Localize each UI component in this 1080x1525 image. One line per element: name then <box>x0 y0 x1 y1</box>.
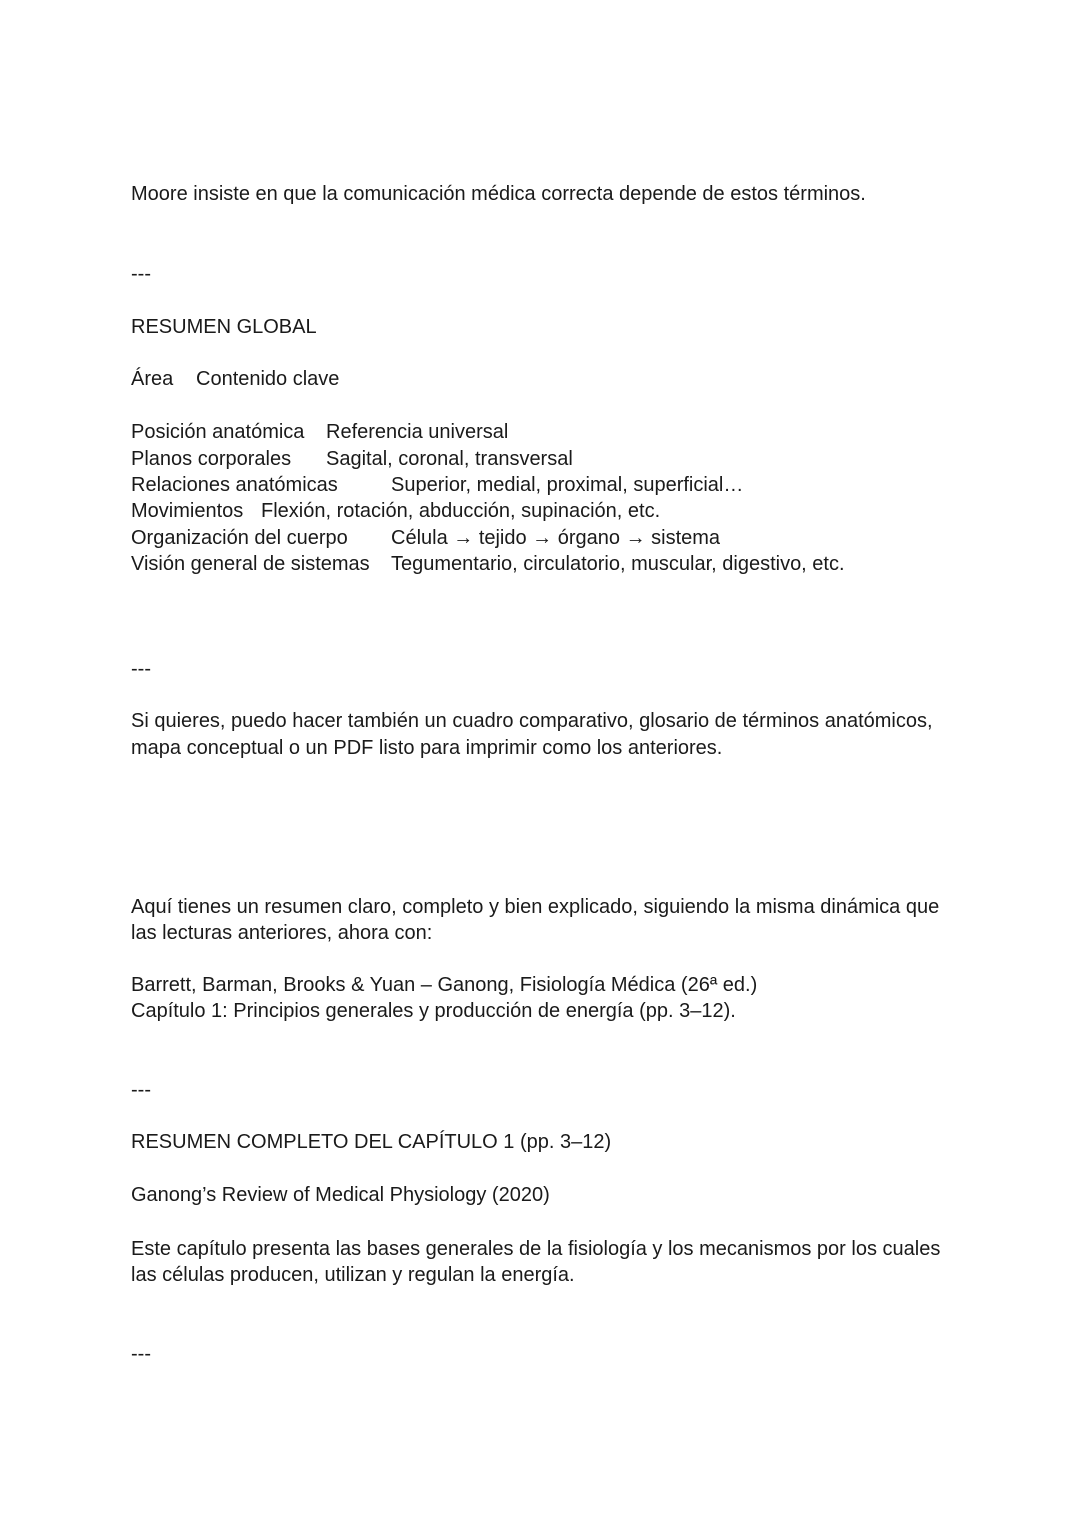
table-header-content: Contenido clave <box>196 368 340 390</box>
table-header-area: Área <box>131 368 174 390</box>
table-row-area: Movimientos <box>131 500 244 522</box>
table-row-area: Visión general de sistemas <box>131 553 370 575</box>
separator: --- <box>131 1079 151 1101</box>
next-intro-line: Aquí tienes un resumen claro, completo y bien explicado, siguiendo la misma dinámica que <box>131 896 940 918</box>
separator: --- <box>131 658 151 680</box>
intro-paragraph: Moore insiste en que la comunicación médica correcta depende de estos términos. <box>131 183 866 205</box>
table-row-area: Organización del cuerpo <box>131 527 348 549</box>
chapter-description-line: las células producen, utilizan y regulan la energía. <box>131 1264 575 1286</box>
table-row-area: Posición anatómica <box>131 421 305 443</box>
chapter-description-line: Este capítulo presenta las bases generales de la fisiología y los mecanismos por los cuales <box>131 1238 941 1260</box>
offer-line: mapa conceptual o un PDF listo para imprimir como los anteriores. <box>131 737 723 759</box>
offer-line: Si quieres, puedo hacer también un cuadro comparativo, glosario de términos anatómicos, <box>131 710 933 732</box>
table-row-content: Tegumentario, circulatorio, muscular, digestivo, etc. <box>391 553 845 575</box>
reference-line: Barrett, Barman, Brooks & Yuan – Ganong, Fisiología Médica (26ª ed.) <box>131 974 758 996</box>
next-intro-line: las lecturas anteriores, ahora con: <box>131 922 433 944</box>
separator: --- <box>131 263 151 285</box>
table-row-content: Flexión, rotación, abducción, supinación, etc. <box>261 500 661 522</box>
table-row-content: Referencia universal <box>326 421 509 443</box>
chapter-title: RESUMEN COMPLETO DEL CAPÍTULO 1 (pp. 3–12) <box>131 1131 612 1153</box>
chapter-book: Ganong’s Review of Medical Physiology (2020) <box>131 1184 550 1206</box>
reference-line: Capítulo 1: Principios generales y producción de energía (pp. 3–12). <box>131 1000 736 1022</box>
table-row-content: Sagital, coronal, transversal <box>326 448 573 470</box>
table-row-area: Relaciones anatómicas <box>131 474 338 496</box>
table-row-content: Superior, medial, proximal, superficial… <box>391 474 744 496</box>
summary-title: RESUMEN GLOBAL <box>131 316 317 338</box>
separator: --- <box>131 1343 151 1365</box>
table-row-area: Planos corporales <box>131 448 292 470</box>
table-row-content: Célula → tejido → órgano → sistema <box>391 527 721 549</box>
